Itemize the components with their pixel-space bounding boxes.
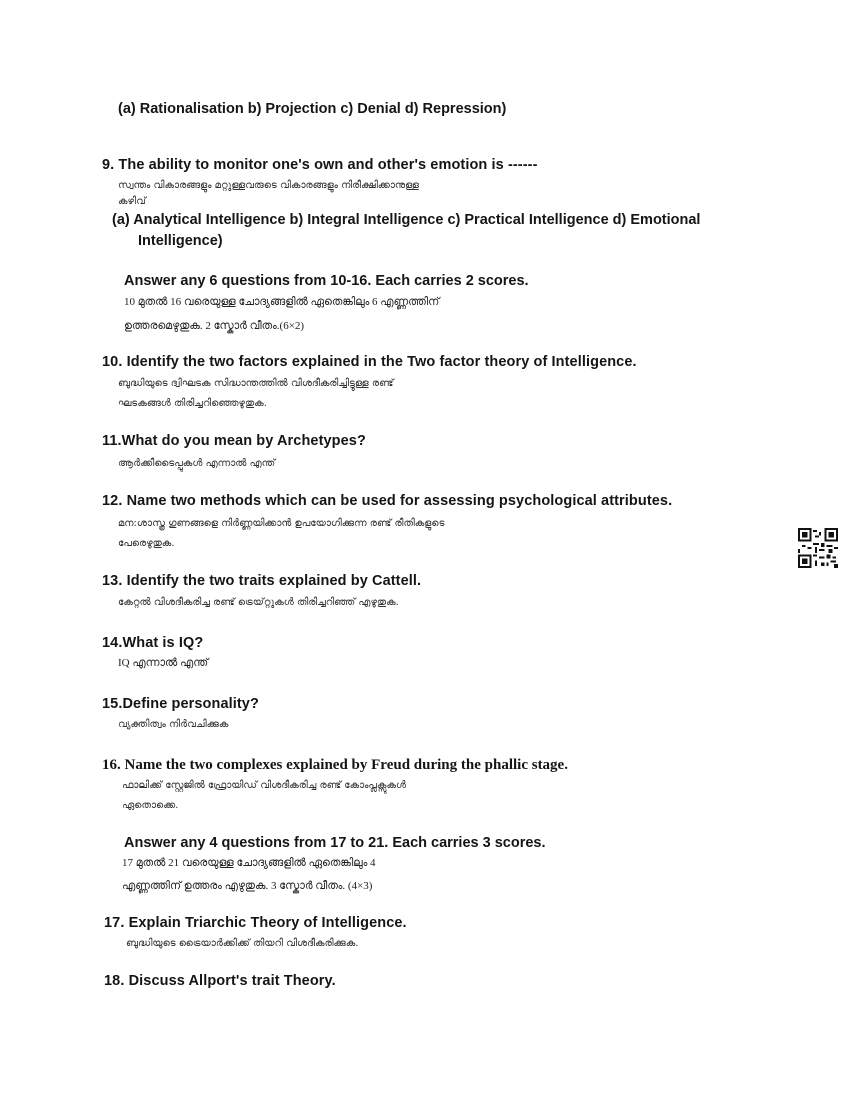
q9-options-line1: (a) Analytical Intelligence b) Integral Intelligence c) Practical Intelligence d) Emotional [112, 212, 701, 228]
section2-instruction: Answer any 6 questions from 10-16. Each carries 2 scores. [124, 273, 529, 289]
q12-question: 12. Name two methods which can be used for assessing psychological attributes. [102, 493, 673, 509]
q9-question: 9. The ability to monitor one's own and other's emotion is ------ [102, 157, 538, 173]
section3-malayalam-line2: എണ്ണത്തിന് ഉത്തരം എഴുതുക. 3 സ്കോർ വീതം. (4×3) [122, 880, 373, 892]
q15-question: 15.Define personality? [102, 696, 259, 712]
section2-malayalam-line2: ഉത്തരമെഴുതുക. 2 സ്കോർ വീതം.(6×2) [124, 320, 305, 332]
q14-malayalam-line1: IQ എന്നാൽ എന്ത് [118, 657, 209, 669]
q12-malayalam-line2: പേരെഴുതുക. [118, 538, 175, 549]
q13-question: 13. Identify the two traits explained by Cattell. [102, 573, 422, 589]
q11-question: 11.What do you mean by Archetypes? [102, 433, 366, 449]
q14-question: 14.What is IQ? [102, 635, 204, 651]
section3-malayalam-line1: 17 മുതൽ 21 വരെയുള്ള ചോദ്യങ്ങളിൽ ഏതെങ്കിലും 4 [122, 857, 376, 869]
section2-malayalam-line1: 10 മുതൽ 16 വരെയുള്ള ചോദ്യങ്ങളിൽ ഏതെങ്കിലും 6 എണ്ണത്തിന് [124, 296, 440, 308]
q16-question: 16. Name the two complexes explained by Freud during the phallic stage. [102, 757, 568, 773]
q9-options-line2: Intelligence) [138, 233, 223, 249]
q9-malayalam-line1: സ്വന്തം വികാരങ്ങളും മറ്റുള്ളവരുടെ വികാരങ്ങളും നിരീക്ഷിക്കാനുള്ള [118, 180, 419, 191]
q16-malayalam-line1: ഫാലിക്ക് സ്റ്റേജിൽ ഫ്രോയിഡ് വിശദീകരിച്ച രണ്ട് കോംപ്ലക്സുകൾ [122, 780, 407, 791]
q13-malayalam-line1: കേറ്റൽ വിശദീകരിച്ച രണ്ട് ട്രെയ്റ്റുകൾ തിരിച്ചറിഞ്ഞ് എഴുതുക. [118, 597, 399, 608]
qr-code-icon [798, 528, 838, 568]
q10-question: 10. Identify the two factors explained in the Two factor theory of Intelligence. [102, 354, 637, 370]
q10-malayalam-line2: ഘടകങ്ങൾ തിരിച്ചറിഞ്ഞെഴുതുക. [118, 398, 267, 409]
q11-malayalam-line1: ആർക്കീടൈപ്പുകൾ എന്നാൽ എന്ത് [118, 458, 276, 469]
q16-malayalam-line2: ഏതൊക്കെ. [122, 800, 179, 811]
q9-malayalam-line2: കഴിവ് [118, 196, 146, 207]
q10-malayalam-line1: ബുദ്ധിയുടെ ദ്വിഘടക സിദ്ധാന്തത്തിൽ വിശദീകരിച്ചിട്ടുള്ള രണ്ട് [118, 378, 394, 389]
q8-options: (a) Rationalisation b) Projection c) Denial d) Repression) [118, 101, 507, 117]
section3-instruction: Answer any 4 questions from 17 to 21. Each carries 3 scores. [124, 835, 546, 851]
q15-malayalam-line1: വ്യക്തിത്വം നിർവചിക്കുക [118, 719, 229, 730]
q17-question: 17. Explain Triarchic Theory of Intelligence. [104, 915, 407, 931]
q17-malayalam-line1: ബുദ്ധിയുടെ ട്രൈയാർക്കിക്ക് തിയറി വിശദീകരിക്കുക. [126, 938, 359, 949]
q18-question: 18. Discuss Allport's trait Theory. [104, 973, 336, 989]
q12-malayalam-line1: മന:ശാസ്ത്ര ഗുണങ്ങളെ നിർണ്ണയിക്കാൻ ഉപയോഗിക്കുന്ന രണ്ട് രീതികളുടെ [118, 518, 445, 529]
